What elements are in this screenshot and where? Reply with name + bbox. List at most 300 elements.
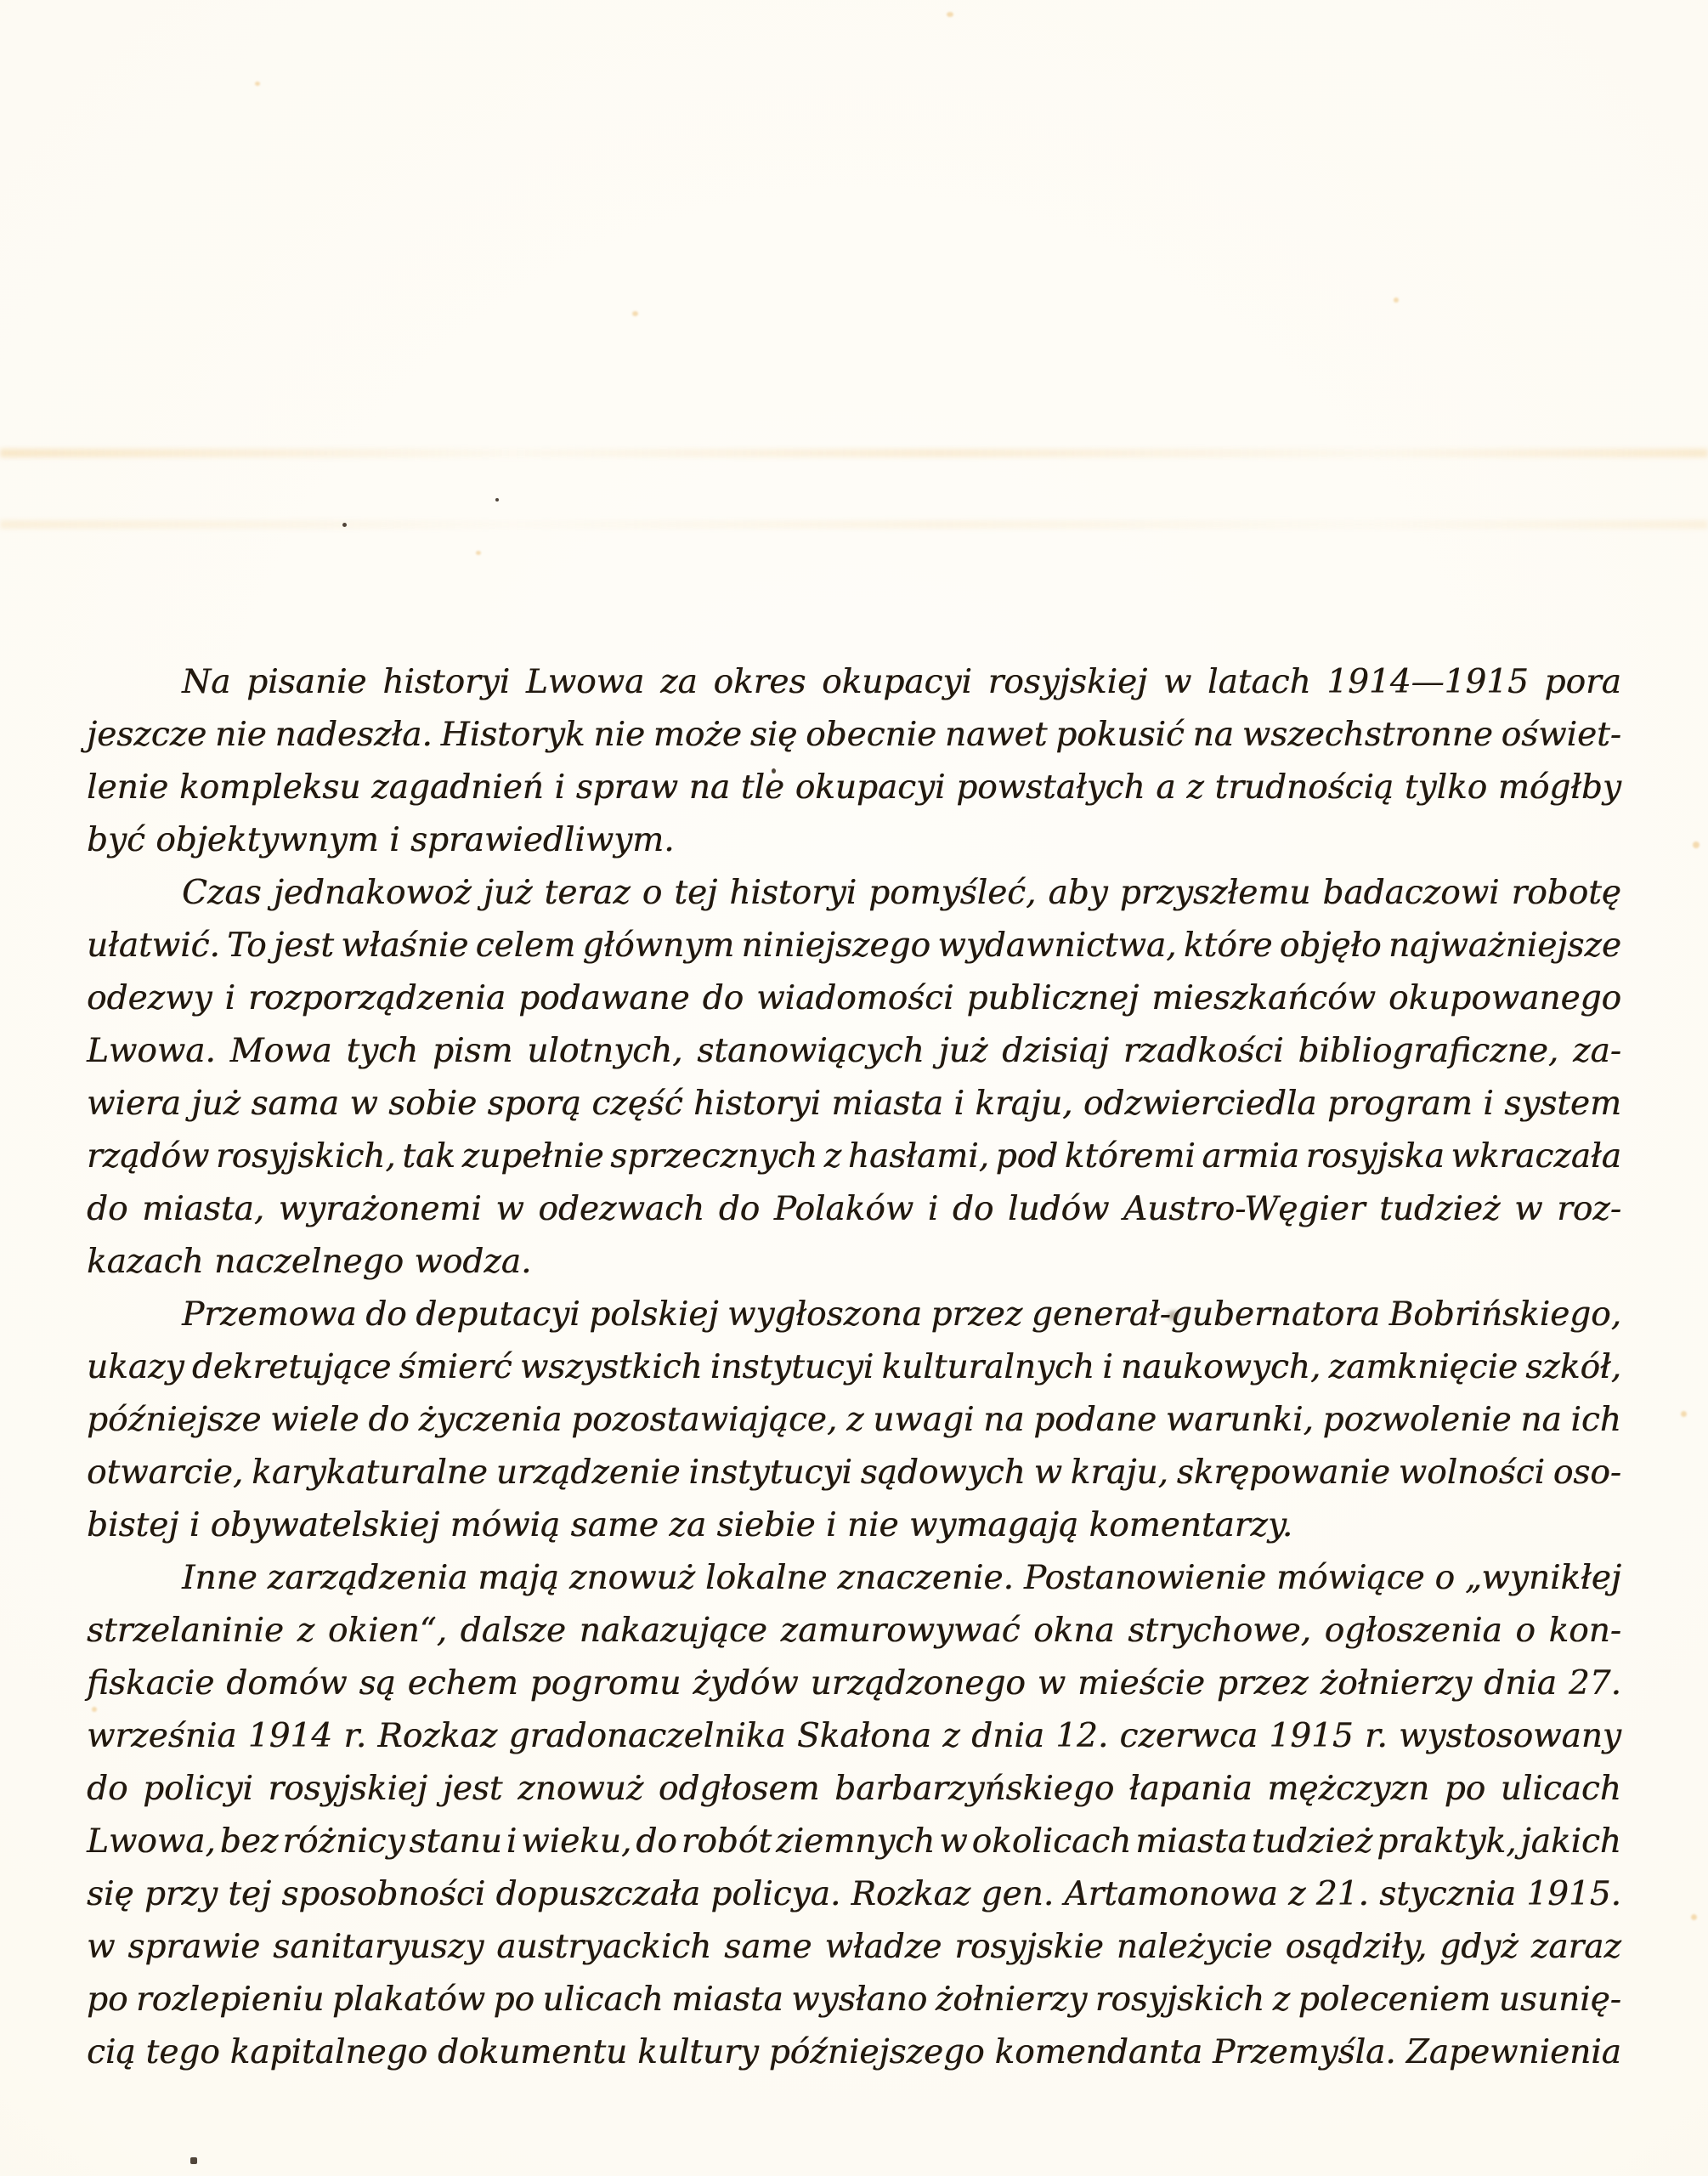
- word: zamurowywać: [780, 1612, 1021, 1650]
- word: najważniejsze: [1388, 926, 1621, 965]
- word: lokalne: [704, 1559, 828, 1597]
- word: kompleksu: [178, 768, 361, 807]
- paper-stain: [0, 449, 1708, 457]
- text-line: [87, 709, 1621, 762]
- word: sobie: [388, 1085, 478, 1123]
- word: z: [297, 1612, 315, 1650]
- word: instytucyi: [688, 1454, 852, 1492]
- word: Mowa: [229, 1032, 332, 1070]
- word: tego: [145, 2033, 220, 2071]
- word: i: [506, 1822, 517, 1861]
- word: sprawie: [127, 1928, 261, 1966]
- word: odzwierciedla: [1083, 1085, 1317, 1123]
- word: dekretujące: [191, 1348, 392, 1386]
- word: tylko: [1404, 768, 1488, 807]
- word: z: [1272, 1980, 1291, 2019]
- word: mógłby: [1497, 768, 1621, 807]
- paper-stain: [1693, 842, 1700, 848]
- word: kulturalnych: [881, 1348, 1094, 1386]
- word: rosyjskich,: [215, 1137, 396, 1176]
- word: i: [1483, 1085, 1494, 1123]
- text-line: [87, 1658, 1621, 1710]
- word: lenie: [87, 768, 169, 807]
- word: się: [749, 716, 798, 754]
- word: do: [368, 1401, 410, 1439]
- word: 1914—1915: [1326, 663, 1529, 701]
- word: życzenia: [418, 1401, 563, 1439]
- word: czerwca: [1119, 1717, 1258, 1755]
- word: robót: [681, 1822, 772, 1861]
- paper-stain: [1394, 298, 1399, 303]
- word: ulicach: [542, 1980, 664, 2019]
- word: oświet-: [1501, 716, 1621, 754]
- word: sądowych: [860, 1454, 1026, 1492]
- word: historyi: [729, 874, 857, 912]
- word: dnia: [971, 1717, 1044, 1755]
- word: Rozkaz: [851, 1875, 971, 1913]
- word: po: [493, 1980, 534, 2019]
- word: mieszkańców: [1151, 979, 1376, 1017]
- word: pozostawiające,: [571, 1401, 838, 1439]
- word: przez: [930, 1295, 1023, 1334]
- word: ziemnych: [776, 1822, 936, 1861]
- word: nawet: [944, 716, 1048, 754]
- word: rosyjskiej: [987, 663, 1148, 701]
- word: gradonaczelnika: [508, 1717, 786, 1755]
- text-line: [87, 1130, 1621, 1183]
- word: dalsze: [460, 1612, 566, 1650]
- word: tudzież: [1251, 1822, 1373, 1861]
- word: łapania: [1128, 1770, 1253, 1808]
- word: kon-: [1548, 1612, 1621, 1650]
- word: rozlepieniu: [135, 1980, 325, 2019]
- word: Lwowa,: [87, 1822, 216, 1861]
- word: historyi: [693, 1085, 821, 1123]
- word: właśnie: [341, 926, 469, 965]
- word: pora: [1544, 663, 1621, 701]
- word: hasłami,: [847, 1137, 990, 1176]
- word: 1915.: [1526, 1875, 1621, 1913]
- word: wyrażonemi: [278, 1190, 482, 1228]
- word: rosyjska: [1305, 1137, 1445, 1176]
- word: powstałych: [956, 768, 1145, 807]
- word: do: [87, 1190, 128, 1228]
- word: usunię-: [1498, 1980, 1621, 2019]
- word: stycznia: [1379, 1875, 1517, 1913]
- word: barbarzyńskiego: [834, 1770, 1115, 1808]
- word: przez: [1216, 1664, 1309, 1703]
- word: wolności: [1398, 1454, 1545, 1492]
- word: na: [1192, 716, 1234, 754]
- word: po: [87, 1980, 128, 2019]
- word: do: [87, 1770, 128, 1808]
- word: strychowe,: [1128, 1612, 1311, 1650]
- word: mówiące: [1276, 1559, 1425, 1597]
- word: szkół,: [1525, 1348, 1621, 1386]
- word: dopuszczała: [495, 1875, 701, 1913]
- word: tudzież: [1379, 1190, 1501, 1228]
- word: okres: [713, 663, 806, 701]
- text-line: [87, 1394, 1621, 1447]
- word: w: [1514, 1190, 1543, 1228]
- word: mężczyzn: [1267, 1770, 1430, 1808]
- word: kultury: [637, 2033, 759, 2071]
- word: pozwolenie: [1322, 1401, 1512, 1439]
- paper-stain: [476, 551, 481, 555]
- word: roz-: [1557, 1190, 1621, 1228]
- word: w: [1162, 663, 1192, 701]
- word: może: [653, 716, 742, 754]
- paper-stain: [1681, 1411, 1687, 1417]
- word: latach: [1207, 663, 1311, 701]
- word: na: [688, 768, 731, 807]
- word: deputacyi: [416, 1295, 580, 1334]
- text-line: [87, 1078, 1621, 1130]
- paper-stain: [255, 82, 260, 86]
- word: policya.: [710, 1875, 841, 1913]
- text-line: [87, 867, 1621, 920]
- text-line: [87, 1974, 1621, 2026]
- word: domów: [226, 1664, 348, 1703]
- word: dokumentu: [437, 2033, 628, 2071]
- word: 1914: [247, 1717, 333, 1755]
- word: bez: [219, 1822, 279, 1861]
- word: w: [1037, 1664, 1066, 1703]
- word: kraju,: [975, 1085, 1073, 1123]
- word: wkraczała: [1451, 1137, 1621, 1176]
- word: badaczowi: [1322, 874, 1500, 912]
- word: i: [554, 768, 565, 807]
- word: które: [1183, 926, 1273, 965]
- word: okolicach: [971, 1822, 1132, 1861]
- word: otwarcie,: [87, 1454, 244, 1492]
- word: rosyjskie: [954, 1928, 1104, 1966]
- word: stanowiących: [697, 1032, 925, 1070]
- word: któremi: [1064, 1137, 1196, 1176]
- word: historyi: [382, 663, 511, 701]
- word: okupowanego: [1388, 979, 1621, 1017]
- word: Na: [182, 663, 231, 701]
- word: naukowych,: [1120, 1348, 1321, 1386]
- word: śmierć: [399, 1348, 512, 1386]
- word: dnia: [1484, 1664, 1557, 1703]
- paper-stain: [0, 520, 1708, 529]
- word: strzelaninie: [87, 1612, 284, 1650]
- word: sprzecznych: [610, 1137, 817, 1176]
- word: jest: [274, 926, 334, 965]
- word: podawane: [518, 979, 690, 1017]
- word: wszechstronne: [1241, 716, 1493, 754]
- word: września: [87, 1717, 237, 1755]
- word: a: [1156, 768, 1176, 807]
- word: system: [1504, 1085, 1621, 1123]
- text-line: [87, 2026, 1621, 2079]
- word: poleceniem: [1298, 1980, 1491, 2019]
- word: kapitalnego: [229, 2033, 428, 2071]
- text-line: [87, 656, 1621, 709]
- word: spraw: [575, 768, 678, 807]
- word: Przemyśla.: [1213, 2033, 1396, 2071]
- word: i: [224, 979, 236, 1017]
- word: jeszcze: [87, 716, 207, 754]
- text-line: [87, 1183, 1621, 1236]
- word: podane: [1033, 1401, 1157, 1439]
- word: na: [1520, 1401, 1562, 1439]
- word: sama: [251, 1085, 339, 1123]
- word: zamknięcie: [1328, 1348, 1519, 1386]
- word: pomyśleć,: [868, 874, 1037, 912]
- word: ulotnych,: [527, 1032, 683, 1070]
- word: armia: [1202, 1137, 1299, 1176]
- text-line: [87, 1447, 1621, 1499]
- word: gen.: [981, 1875, 1055, 1913]
- word: objęło: [1279, 926, 1382, 965]
- word: uwagi: [873, 1401, 975, 1439]
- word: już: [483, 874, 533, 912]
- word: jest: [442, 1770, 503, 1808]
- word: Inne: [182, 1559, 257, 1597]
- word: zaraz: [1530, 1928, 1621, 1966]
- word: cią: [87, 2033, 136, 2071]
- word: echem: [407, 1664, 518, 1703]
- word: karykaturalne: [252, 1454, 488, 1492]
- word: Polaków: [773, 1190, 914, 1228]
- word: To: [227, 926, 267, 965]
- word: z: [823, 1137, 842, 1176]
- word: mają: [478, 1559, 559, 1597]
- word: różnicy: [282, 1822, 405, 1861]
- word: rozporządzenia: [248, 979, 506, 1017]
- text-line: [87, 1289, 1621, 1341]
- word: przy: [144, 1875, 218, 1913]
- text-line: [87, 1605, 1621, 1658]
- word: ukazy: [87, 1348, 184, 1386]
- word: teraz: [544, 874, 631, 912]
- word: okupacyi: [795, 768, 946, 807]
- word: pokusić: [1055, 716, 1185, 754]
- paper-stain: [632, 311, 638, 316]
- word: Przemowa: [182, 1295, 357, 1334]
- word: po: [1444, 1770, 1486, 1808]
- word: nie: [593, 716, 645, 754]
- word: Lwowa.: [87, 1032, 216, 1070]
- word: okupacyi: [822, 663, 972, 701]
- word: wiera: [87, 1085, 181, 1123]
- word: są: [359, 1664, 396, 1703]
- word: pod: [995, 1137, 1059, 1176]
- word: sanitaryuszy: [273, 1928, 484, 1966]
- text-line: bistej i obywatelskiej mówią same za siebie i nie wymagają komentarzy.: [87, 1506, 1293, 1544]
- word: r.: [343, 1717, 367, 1755]
- word: w: [495, 1190, 524, 1228]
- word: okna: [1033, 1612, 1115, 1650]
- word: zagadnień: [371, 768, 544, 807]
- word: zarządzenia: [267, 1559, 468, 1597]
- word: do: [952, 1190, 994, 1228]
- word: niniejszego: [741, 926, 930, 965]
- word: w: [349, 1085, 378, 1123]
- word: tej: [228, 1875, 272, 1913]
- word: Czas: [182, 874, 262, 912]
- word: miasta: [831, 1085, 944, 1123]
- word: 1915: [1269, 1717, 1354, 1755]
- word: już: [938, 1032, 988, 1070]
- word: urządzenie: [495, 1454, 681, 1492]
- word: gdyż: [1439, 1928, 1519, 1966]
- word: komendanta: [994, 2033, 1203, 2071]
- word: do: [702, 979, 744, 1017]
- word: o: [642, 874, 663, 912]
- word: wiadomości: [756, 979, 954, 1017]
- word: nie: [215, 716, 267, 754]
- word: ogłoszenia: [1324, 1612, 1502, 1650]
- word: późniejszego: [768, 2033, 985, 2071]
- word: żydów: [693, 1664, 799, 1703]
- word: warunki,: [1165, 1401, 1314, 1439]
- word: miasta,: [142, 1190, 265, 1228]
- word: za: [659, 663, 698, 701]
- word: wszystkich: [519, 1348, 703, 1386]
- word: do: [365, 1295, 407, 1334]
- word: rządów: [87, 1137, 210, 1176]
- word: austryackich: [496, 1928, 712, 1966]
- text-line: [87, 1921, 1621, 1974]
- word: wydawnictwa,: [937, 926, 1177, 965]
- word: generał-gubernatora: [1031, 1295, 1381, 1334]
- word: polskiej: [589, 1295, 719, 1334]
- word: oso-: [1552, 1454, 1621, 1492]
- word: ludów: [1007, 1190, 1110, 1228]
- word: z: [1288, 1875, 1306, 1913]
- word: znaczenie.: [837, 1559, 1014, 1597]
- word: głównym: [582, 926, 735, 965]
- word: część: [591, 1085, 683, 1123]
- paper-stain: [947, 12, 953, 17]
- word: się: [87, 1875, 134, 1913]
- text-line: [87, 1552, 1621, 1605]
- word: rosyjskiej: [268, 1770, 427, 1808]
- word: program: [1326, 1085, 1473, 1123]
- text-line: być objektywnym i sprawiedliwym.: [87, 821, 675, 859]
- word: 12.: [1055, 1717, 1109, 1755]
- word: praktyk,: [1377, 1822, 1517, 1861]
- word: i: [927, 1190, 939, 1228]
- word: aby: [1048, 874, 1108, 912]
- text-line: [87, 972, 1621, 1025]
- word: r.: [1364, 1717, 1388, 1755]
- word: celem: [475, 926, 576, 965]
- word: publicznej: [966, 979, 1140, 1017]
- word: późniejsze: [87, 1401, 262, 1439]
- word: stanu: [409, 1822, 502, 1861]
- word: Lwowa: [525, 663, 645, 701]
- word: ułatwić.: [87, 926, 220, 965]
- paper-stain: [1691, 1914, 1697, 1920]
- word: instytucyi: [710, 1348, 874, 1386]
- word: obecnie: [806, 716, 937, 754]
- word: tych: [346, 1032, 419, 1070]
- word: sposobności: [281, 1875, 486, 1913]
- word: odezwach: [538, 1190, 705, 1228]
- word: bibliograficzne,: [1298, 1032, 1559, 1070]
- word: w: [1033, 1454, 1062, 1492]
- word: miasta: [1135, 1822, 1247, 1861]
- text-line: [87, 1341, 1621, 1394]
- word: w: [87, 1928, 116, 1966]
- word: okien“,: [327, 1612, 447, 1650]
- word: z: [1186, 768, 1204, 807]
- word: osądziły,: [1285, 1928, 1428, 1966]
- word: na: [983, 1401, 1025, 1439]
- word: miasta: [671, 1980, 783, 2019]
- text-line: [87, 1868, 1621, 1921]
- word: znowuż: [517, 1770, 644, 1808]
- word: już: [191, 1085, 241, 1123]
- word: z: [846, 1401, 864, 1439]
- word: trudnością: [1214, 768, 1394, 807]
- word: Austro-Węgier: [1123, 1190, 1366, 1228]
- word: w: [939, 1822, 968, 1861]
- word: żołnierzy: [935, 1980, 1088, 2019]
- word: i: [1102, 1348, 1113, 1386]
- text-line: [87, 1816, 1621, 1868]
- word: o: [1515, 1612, 1536, 1650]
- word: jakich: [1520, 1822, 1621, 1861]
- word: pogromu: [529, 1664, 682, 1703]
- word: tej: [674, 874, 718, 912]
- word: fiskacie: [87, 1664, 215, 1703]
- word: ich: [1570, 1401, 1621, 1439]
- text-line: [87, 1025, 1621, 1078]
- word: tak: [402, 1137, 455, 1176]
- ink-speck: [342, 523, 347, 527]
- text-line: [87, 762, 1621, 814]
- word: ulicach: [1500, 1770, 1621, 1808]
- word: Historyk: [440, 716, 585, 754]
- text-line: kazach naczelnego wodza.: [87, 1243, 532, 1281]
- text-line: [87, 1710, 1621, 1763]
- word: Zapewnienia: [1405, 2033, 1621, 2071]
- word: tle: [740, 768, 784, 807]
- word: urządzonego: [810, 1664, 1026, 1703]
- word: dzisiaj: [1002, 1032, 1109, 1070]
- word: wiele: [270, 1401, 359, 1439]
- ink-speck: [190, 2157, 197, 2164]
- word: nadeszła.: [274, 716, 433, 754]
- word: odgłosem: [658, 1770, 820, 1808]
- word: plakatów: [331, 1980, 486, 2019]
- word: 21.: [1315, 1875, 1369, 1913]
- text-block: [87, 656, 1621, 2079]
- word: Artamonowa: [1064, 1875, 1278, 1913]
- word: za-: [1572, 1032, 1621, 1070]
- word: przyszłemu: [1119, 874, 1311, 912]
- word: skrępowanie: [1176, 1454, 1390, 1492]
- text-line: [87, 1763, 1621, 1816]
- word: Bobrińskiego,: [1388, 1295, 1621, 1334]
- word: Skałona: [796, 1717, 931, 1755]
- word: robotę: [1511, 874, 1621, 912]
- word: wystosowany: [1398, 1717, 1621, 1755]
- word: rzadkości: [1123, 1032, 1284, 1070]
- word: rosyjskich: [1094, 1980, 1265, 2019]
- ink-speck: [495, 498, 499, 502]
- word: znowuż: [568, 1559, 696, 1597]
- word: wysłano: [791, 1980, 928, 2019]
- word: i: [953, 1085, 964, 1123]
- word: jednakowoż: [273, 874, 472, 912]
- word: same: [724, 1928, 812, 1966]
